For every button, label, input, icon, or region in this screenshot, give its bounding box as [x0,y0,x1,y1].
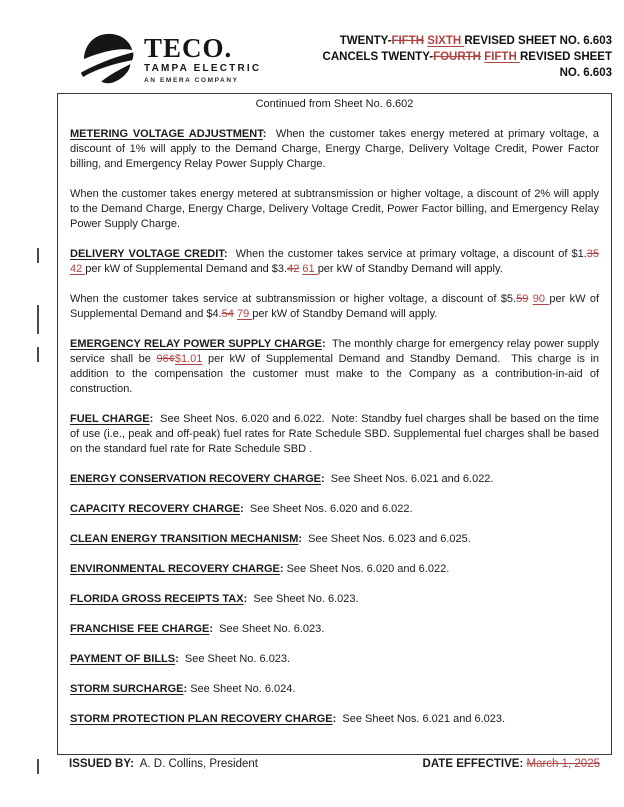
text-run: See Sheet No. 6.023. [247,593,359,605]
paragraph [70,412,599,457]
text-run: : [149,413,154,425]
deleted-text: 35 [586,248,599,260]
text-run: : [209,623,214,635]
section-heading: EMERGENCY RELAY POWER SUPPLY CHARGE [70,338,322,350]
text-run: See Sheet Nos. 6.020 and 6.022. Note: Standby fuel charges shall be based on the time of use (i.e., peak and off-peak) fuel rates for Rate Schedule SBD. Supplemental fuel charges shall be based on the standard fuel rate for Rate Schedule SBD . [70,413,599,455]
paragraph [70,187,599,232]
text-run: per kW of Supplemental Demand and Standby Demand. This charge is in addition to the compensation the customer must make to the Company as a contribution-in-aid of construction. [70,353,599,395]
issued-by [69,757,258,772]
logo-brand: TECO. [144,33,233,63]
section-heading: ENVIRONMENTAL RECOVERY CHARGE [70,563,280,575]
deleted-text: FOURTH [433,51,481,63]
text-run: : [243,593,248,605]
text-run: : [183,683,188,695]
text-run: See Sheet Nos. 6.020 and 6.022. [243,503,413,515]
sheet-title-line-3 [323,65,612,81]
text-run: When the customer takes energy metered at primary voltage, a discount of 1% will apply to the Demand Charge, Energy Charge, Delivery Voltage Credit, Power Factor billing, and Emergency Relay Power Supply Charge. [70,128,599,170]
paragraph [70,562,599,577]
text-run: : [175,653,179,665]
paragraph [70,247,599,277]
text-run: A. D. Collins, President [133,758,258,770]
paragraph [70,592,599,607]
paragraph [70,502,599,517]
paragraph [70,337,599,397]
deleted-text: FIFTH [391,35,425,47]
text-run: NO. 6.603 [559,67,612,79]
paragraph [70,622,599,637]
logo-tagline: AN EMERA COMPANY [144,77,239,84]
inserted-text: FIFTH [484,51,520,63]
text-run: See Sheet Nos. 6.021 and 6.022. [324,473,494,485]
text-run: When the customer takes service at subtransmission or higher voltage, a discount of $5. [70,293,517,305]
inserted-text: 90 [532,293,550,305]
change-bar [37,248,39,263]
sheet-title-line-2 [323,49,612,65]
continued-from-line: Continued from Sheet No. 6.602 [255,98,414,110]
teco-logo-icon [80,30,136,86]
section-heading: PAYMENT OF BILLS [70,653,176,665]
inserted-text: $1.01 [174,353,203,365]
text-run: : [279,563,284,575]
deleted-text: 59 [516,293,529,305]
text-run: See Sheet Nos. 6.023 and 6.025. [302,533,471,545]
deleted-text: March 1, 2025 [526,758,600,770]
inserted-text: SIXTH [427,35,465,47]
tariff-content-box [57,93,612,755]
text-run: See Sheet No. 6.023. [178,653,291,665]
text-run: per kW of Supplemental Demand and $4. [70,293,599,320]
paragraph [70,532,599,547]
text-run: per kW of Standby Demand will apply. [252,308,438,320]
text-run: : [240,503,244,515]
text-run: : [332,713,337,725]
text-run: : [223,248,228,260]
section-heading: DELIVERY VOLTAGE CREDIT [70,248,224,260]
text-run: : [321,473,325,485]
text-run: REVISED SHEET NO. 6.603 [464,35,612,47]
text-run: See Sheet Nos. 6.021 and 6.023. [336,713,506,725]
section-heading: STORM PROTECTION PLAN RECOVERY CHARGE [70,713,333,725]
change-bar [37,759,39,774]
date-effective [423,757,600,772]
text-run: See Sheet No. 6.023. [213,623,325,635]
section-heading: CLEAN ENERGY TRANSITION MECHANISM [70,533,299,545]
deleted-text: 54 [221,308,234,320]
page-header [80,28,612,90]
paragraph [70,712,599,727]
text-run: When the customer takes energy metered at subtransmission or higher voltage, a discount of 2% will apply to the Demand Charge, Energy Charge, Delivery Voltage Credit, Power Factor billing, and Emergency Relay Power Supply Charge. [70,188,599,230]
text-run: DATE EFFECTIVE: [422,758,527,770]
inserted-text: 61 [302,263,318,275]
text-run: ISSUED BY: [69,758,134,770]
teco-logo [80,30,261,86]
text-run: CANCELS TWENTY- [322,51,434,63]
inserted-text: 79 [236,308,253,320]
section-heading: STORM SURCHARGE [70,683,184,695]
section-heading: FRANCHISE FEE CHARGE [70,623,210,635]
paragraph [70,292,599,322]
text-run: per kW of Standby Demand will apply. [317,263,503,275]
paragraph [70,127,599,172]
text-run: : [298,533,303,545]
change-bar [37,347,39,362]
teco-logo-text [144,30,261,84]
section-heading: ENERGY CONSERVATION RECOVERY CHARGE [70,473,322,485]
section-heading: FUEL CHARGE [70,413,150,425]
logo-subtitle: TAMPA ELECTRIC [144,63,262,74]
sheet-title-line-1 [323,33,612,49]
text-run: The monthly charge for emergency relay power supply service shall be [70,338,600,365]
paragraph [70,652,599,667]
inserted-text: 42 [70,263,86,275]
section-heading: FLORIDA GROSS RECEIPTS TAX [70,593,244,605]
document-body [70,127,599,727]
text-run: When the customer takes service at primary voltage, a discount of $1. [227,248,587,260]
text-run: per kW of Supplemental Demand and $3. [85,263,288,275]
section-heading: METERING VOLTAGE ADJUSTMENT [70,128,263,140]
paragraph [70,472,599,487]
text-run: : [262,128,267,140]
section-heading: CAPACITY RECOVERY CHARGE [70,503,241,515]
text-run: TWENTY- [339,35,392,47]
text-run: REVISED SHEET [519,51,612,63]
page-footer [57,757,612,772]
text-run: See Sheet Nos. 6.020 and 6.022. [283,563,450,575]
deleted-text: 42 [287,263,300,275]
paragraph [70,682,599,697]
text-run: : [321,338,326,350]
deleted-text: 96¢ [156,353,175,365]
sheet-title-block [323,33,612,81]
change-bar [37,305,39,334]
text-run: See Sheet No. 6.024. [187,683,296,695]
